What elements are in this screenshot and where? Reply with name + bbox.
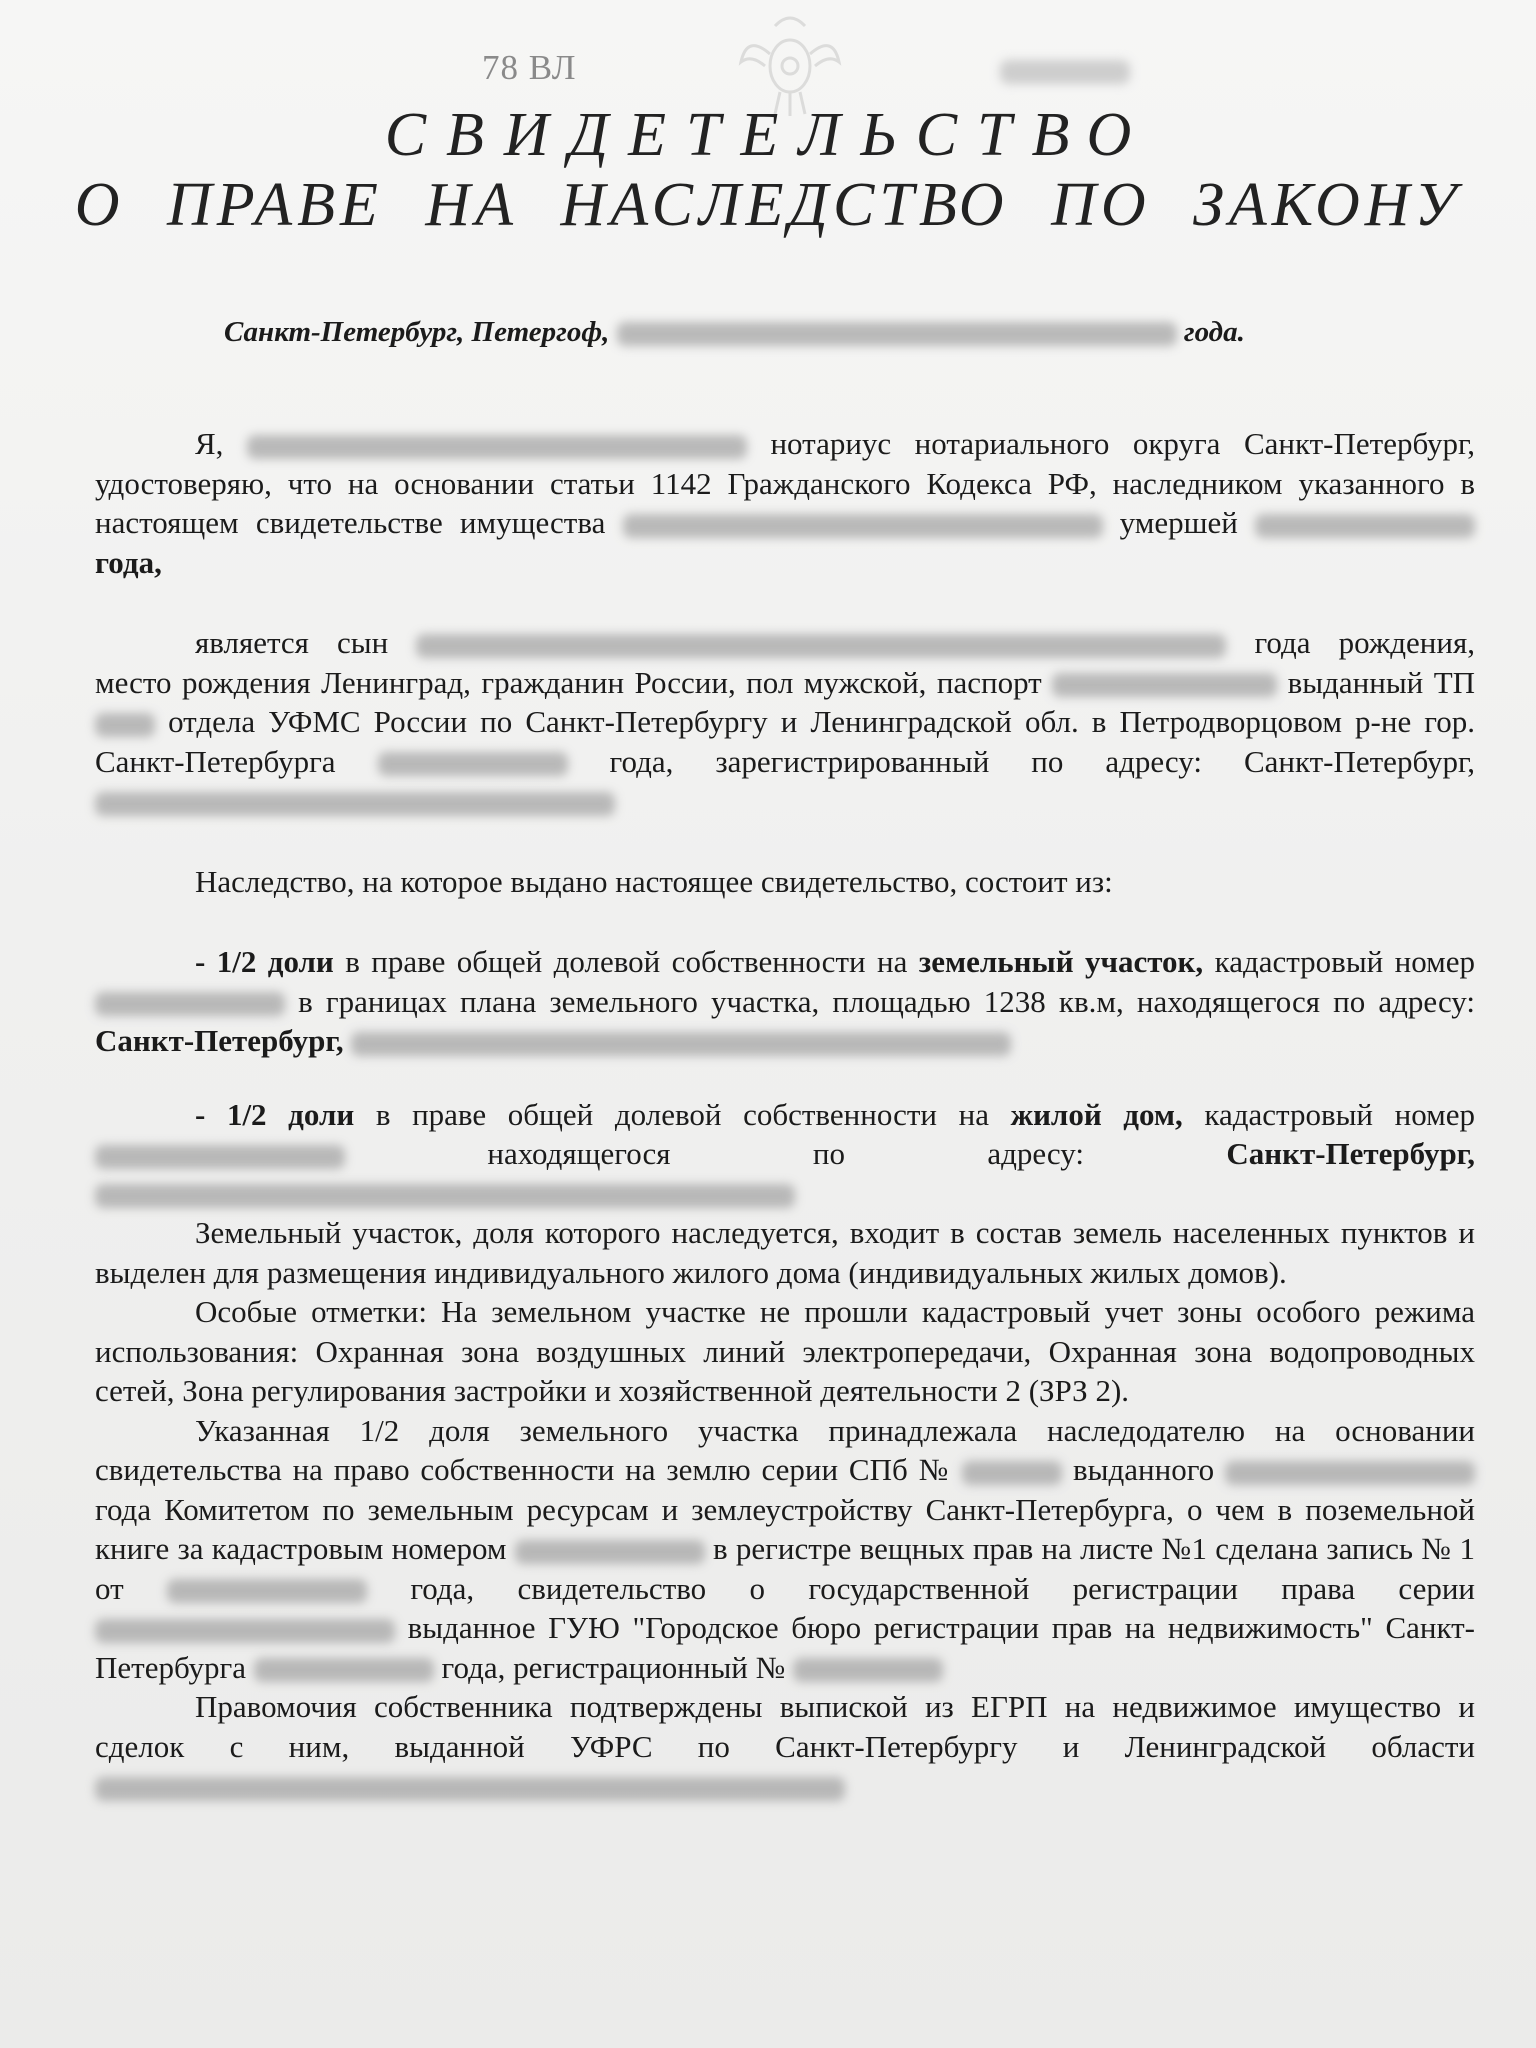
- place-city: Санкт-Петербург, Петергоф,: [224, 316, 610, 348]
- redacted-registration-date: [254, 1658, 434, 1682]
- text-segment: в границах плана земельного участка, площадью 1238 кв.м, находящегося по адресу:: [298, 983, 1476, 1019]
- redacted-land-address: [351, 1032, 1011, 1056]
- text-segment: в праве общей долевой собственности на: [375, 1096, 989, 1132]
- text-segment: Санкт-Петербург,: [1226, 1136, 1476, 1171]
- text-segment: года, регистрационный №: [441, 1649, 786, 1685]
- redacted-address: [95, 792, 615, 816]
- redacted-cadastral-number: [95, 992, 285, 1016]
- document-subtitle: О ПРАВЕ НА НАСЛЕДСТВО ПО ЗАКОНУ: [74, 171, 1462, 239]
- paragraph-land-category: Земельный участок, доля которого наследуется, входит в состав земель населенных пунктов и выделен для размещения индивидуального жилого дома (индивидуальных жилых домов).: [95, 1215, 1475, 1290]
- form-series: 78 ВЛ: [482, 48, 577, 87]
- text-segment: жилой дом,: [1010, 1096, 1183, 1132]
- redacted-form-number: [1000, 60, 1130, 84]
- redacted-issue-date: [378, 752, 568, 776]
- text-segment: Правомочия собственника подтверждены выпиской из ЕГРП на недвижимое имущество и сделок с ним, выданной УФРС по Санкт-Петербургу и Ленинградской области: [95, 1689, 1475, 1764]
- paragraph-notary: [95, 424, 1475, 582]
- text-segment: умершей: [1119, 505, 1238, 540]
- place-year-word: года.: [1183, 316, 1245, 348]
- text-segment: года рождения, место рождения Ленинград, гражданин России, пол мужской, паспорт: [95, 625, 1475, 700]
- text-segment: Указанная 1/2 доля земельного участка принадлежала наследодателю на основании свидетельства на право собственности на землю серии СПб №: [95, 1412, 1475, 1487]
- text-segment: Санкт-Петербург,: [95, 1023, 344, 1058]
- redacted-registration-series: [95, 1619, 395, 1643]
- text-segment: года, свидетельство о государственной регистрации права серии: [410, 1570, 1476, 1606]
- text-segment: кадастровый номер: [1204, 1096, 1476, 1132]
- text-segment: года Комитетом по земельным ресурсам и землеустройству Санкт-Петербурга, о чем в поземельной книге за кадастровым номером: [95, 1491, 1475, 1566]
- redacted-notary-name: [247, 435, 747, 459]
- place-and-date: [224, 316, 1364, 349]
- redacted-heir-name: [416, 634, 1226, 658]
- text-segment: кадастровый номер: [1214, 944, 1476, 979]
- text-segment: - 1/2 доли: [195, 1096, 355, 1132]
- redacted-extract-details: [95, 1777, 845, 1801]
- redacted-certificate-number: [962, 1461, 1062, 1485]
- text-segment: года, зарегистрированный по адресу: Санкт-Петербург,: [609, 743, 1476, 779]
- text-segment: в регистре вещных прав на листе №1 сделана запись № 1 от: [95, 1531, 1476, 1606]
- redacted-certificate-date: [1225, 1461, 1475, 1485]
- redacted-cadastral-number: [95, 1145, 345, 1169]
- text-segment: находящегося по адресу:: [487, 1136, 1084, 1171]
- text-segment: в праве общей долевой собственности на: [345, 944, 908, 979]
- text-segment: является сын: [195, 625, 389, 660]
- document-title: СВИДЕТЕЛЬСТВО: [384, 101, 1152, 169]
- redacted-registration-number: [793, 1658, 943, 1682]
- paragraph-owner-rights: [95, 1687, 1475, 1806]
- inheritance-item-house: [95, 1095, 1475, 1214]
- redacted-office: [95, 713, 155, 737]
- text-segment: Я,: [195, 426, 224, 461]
- redacted-record-date: [167, 1579, 367, 1603]
- document-body: [95, 424, 1475, 1806]
- paragraph-ownership-basis: [95, 1411, 1475, 1688]
- redacted-date: [617, 322, 1177, 346]
- redacted-death-date: [1255, 514, 1475, 538]
- text-segment: - 1/2 доли: [195, 944, 334, 979]
- text-segment: земельный участок,: [918, 944, 1204, 979]
- text-segment: отдела УФМС России по Санкт-Петербургу и Ленинградской обл. в Петродворцовом р-не гор. Санкт-Петербурга: [95, 704, 1475, 779]
- text-segment: нотариус нотариального округа Санкт-Петербург, удостоверяю, что на основании статьи 1142 Гражданского Кодекса РФ, наследником указанного в настоящем свидетельстве имущества: [95, 426, 1476, 540]
- redacted-passport: [1052, 673, 1277, 697]
- inheritance-item-land: [95, 942, 1475, 1061]
- text-segment: выданного: [1073, 1452, 1215, 1487]
- text-segment: года,: [95, 544, 162, 580]
- redacted-house-address: [95, 1184, 795, 1208]
- text-segment: выданный ТП: [1287, 664, 1476, 700]
- redacted-cadastral-number: [515, 1540, 705, 1564]
- paragraph-heir: [95, 623, 1475, 821]
- redacted-decedent-name: [623, 514, 1103, 538]
- paragraph-inheritance-intro: Наследство, на которое выдано настоящее свидетельство, состоит из:: [195, 863, 1113, 899]
- paragraph-special-marks: Особые отметки: На земельном участке не прошли кадастровый учет зоны особого режима использования: Охранная зона воздушных линий электропередачи, Охранная зона водопроводных сетей, Зона регулирования застройки и хозяйственной деятельности 2 (ЗРЗ 2).: [95, 1294, 1475, 1408]
- text-segment: выданное ГУЮ "Городское бюро регистрации прав на недвижимость" Санкт-Петербурга: [95, 1610, 1476, 1685]
